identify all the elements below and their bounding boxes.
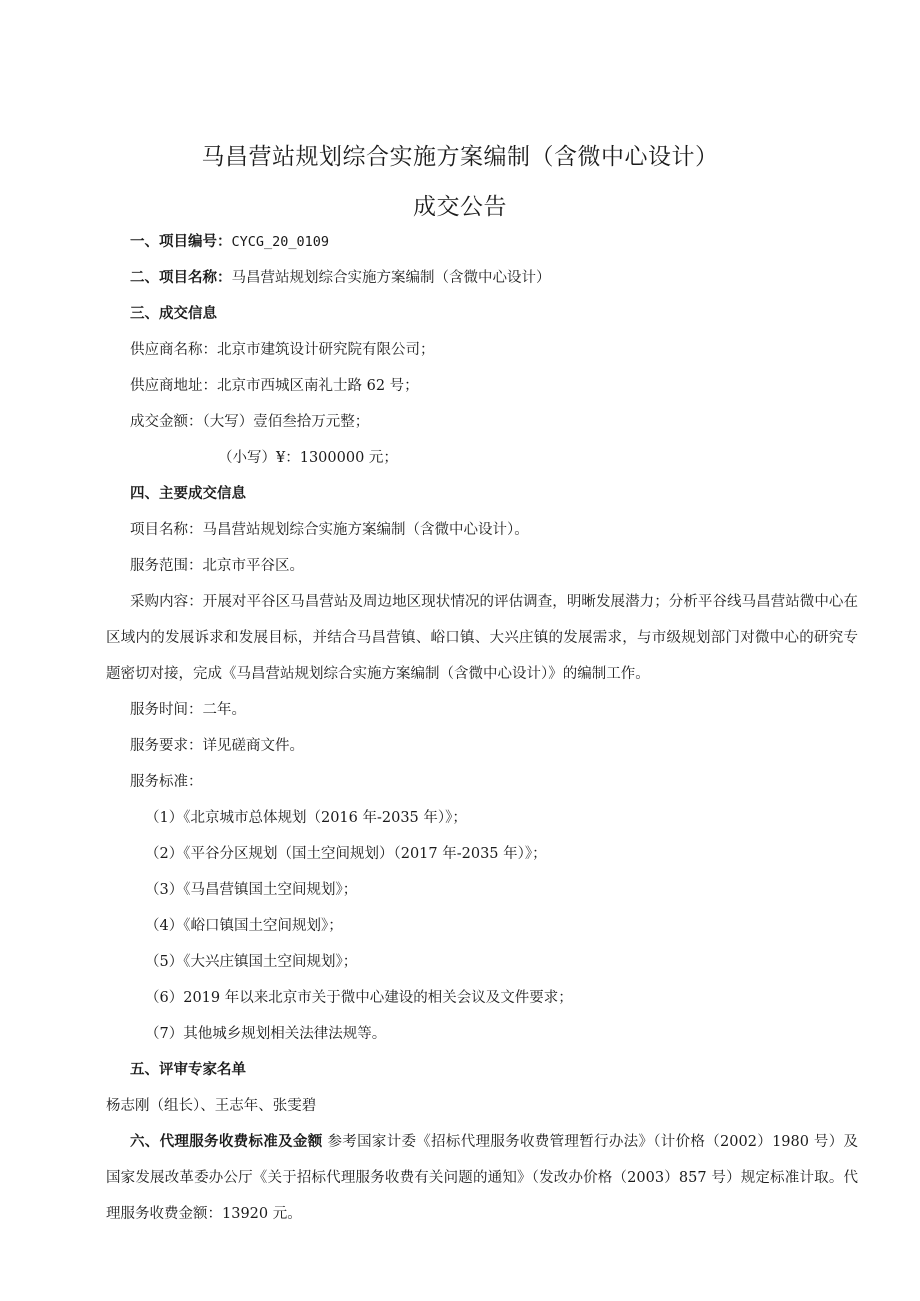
service-requirements: 服务要求：详见磋商文件。 (130, 738, 304, 754)
amount-upper: 成交金额：（大写）壹佰叁拾万元整； (130, 414, 370, 430)
supplier-name: 供应商名称：北京市建筑设计研究院有限公司； (130, 342, 435, 358)
project-name-line (130, 268, 551, 288)
standard-item: （6）2019 年以来北京市关于微中心建设的相关会议及文件要求； (145, 990, 573, 1006)
service-scope: 服务范围：北京市平谷区。 (130, 558, 304, 574)
amount-lower: （小写）¥：1300000 元； (218, 450, 398, 466)
service-standards-label: 服务标准： (130, 774, 203, 790)
procurement-content: 采购内容：开展对平谷区马昌营站及周边地区现状情况的评估调查，明晰发展潜力；分析平谷线马昌营站微中心在区域内的发展诉求和发展目标，并结合马昌营镇、峪口镇、大兴庄镇的发展需求，与市级规划部门对微中心的研究专题密切对接，完成《马昌营站规划综合实施方案编制（含微中心设计）》的编制工作。 (106, 594, 858, 682)
project-name-label: 二、项目名称： (130, 270, 232, 286)
project-number-value: CYCG_20_0109 (231, 234, 330, 250)
standard-item: （5）《大兴庄镇国土空间规划》； (145, 954, 358, 970)
experts-names: 杨志刚（组长）、王志年、张雯碧 (106, 1098, 317, 1114)
document-title: 马昌营站规划综合实施方案编制（含微中心设计） (201, 144, 719, 170)
fee-text: 参考国家计委《招标代理服务收费管理暂行办法》（计价格（2002）1980 号）及国家发展改革委办公厅《关于招标代理服务收费有关问题的通知》（发改办价格（2003）857 号）规定标准计取。代理服务收费金额：13920 元。 (106, 1134, 859, 1222)
standard-item: （1）《北京城市总体规划（2016 年-2035 年）》； (145, 810, 467, 826)
fee-heading: 六、代理服务收费标准及金额 (130, 1134, 323, 1150)
standard-item: （2）《平谷分区规划（国土空间规划）（2017 年-2035 年）》； (145, 846, 547, 862)
project-number-line (130, 232, 329, 252)
main-info-heading: 四、主要成交信息 (130, 486, 246, 502)
main-project-name: 项目名称：马昌营站规划综合实施方案编制（含微中心设计）。 (130, 522, 529, 538)
service-time: 服务时间：二年。 (130, 702, 246, 718)
fee-paragraph (106, 1124, 858, 1232)
supplier-address: 供应商地址：北京市西城区南礼士路 62 号； (130, 378, 419, 394)
document-subtitle: 成交公告 (413, 194, 507, 220)
deal-info-heading: 三、成交信息 (130, 306, 217, 322)
standard-item: （7）其他城乡规划相关法律法规等。 (145, 1026, 387, 1042)
project-number-label: 一、项目编号： (130, 234, 232, 250)
standard-item: （3）《马昌营镇国土空间规划》； (145, 882, 358, 898)
standard-item: （4）《峪口镇国土空间规划》； (145, 918, 343, 934)
experts-heading: 五、评审专家名单 (130, 1062, 246, 1078)
project-name-value: 马昌营站规划综合实施方案编制（含微中心设计） (231, 270, 551, 286)
